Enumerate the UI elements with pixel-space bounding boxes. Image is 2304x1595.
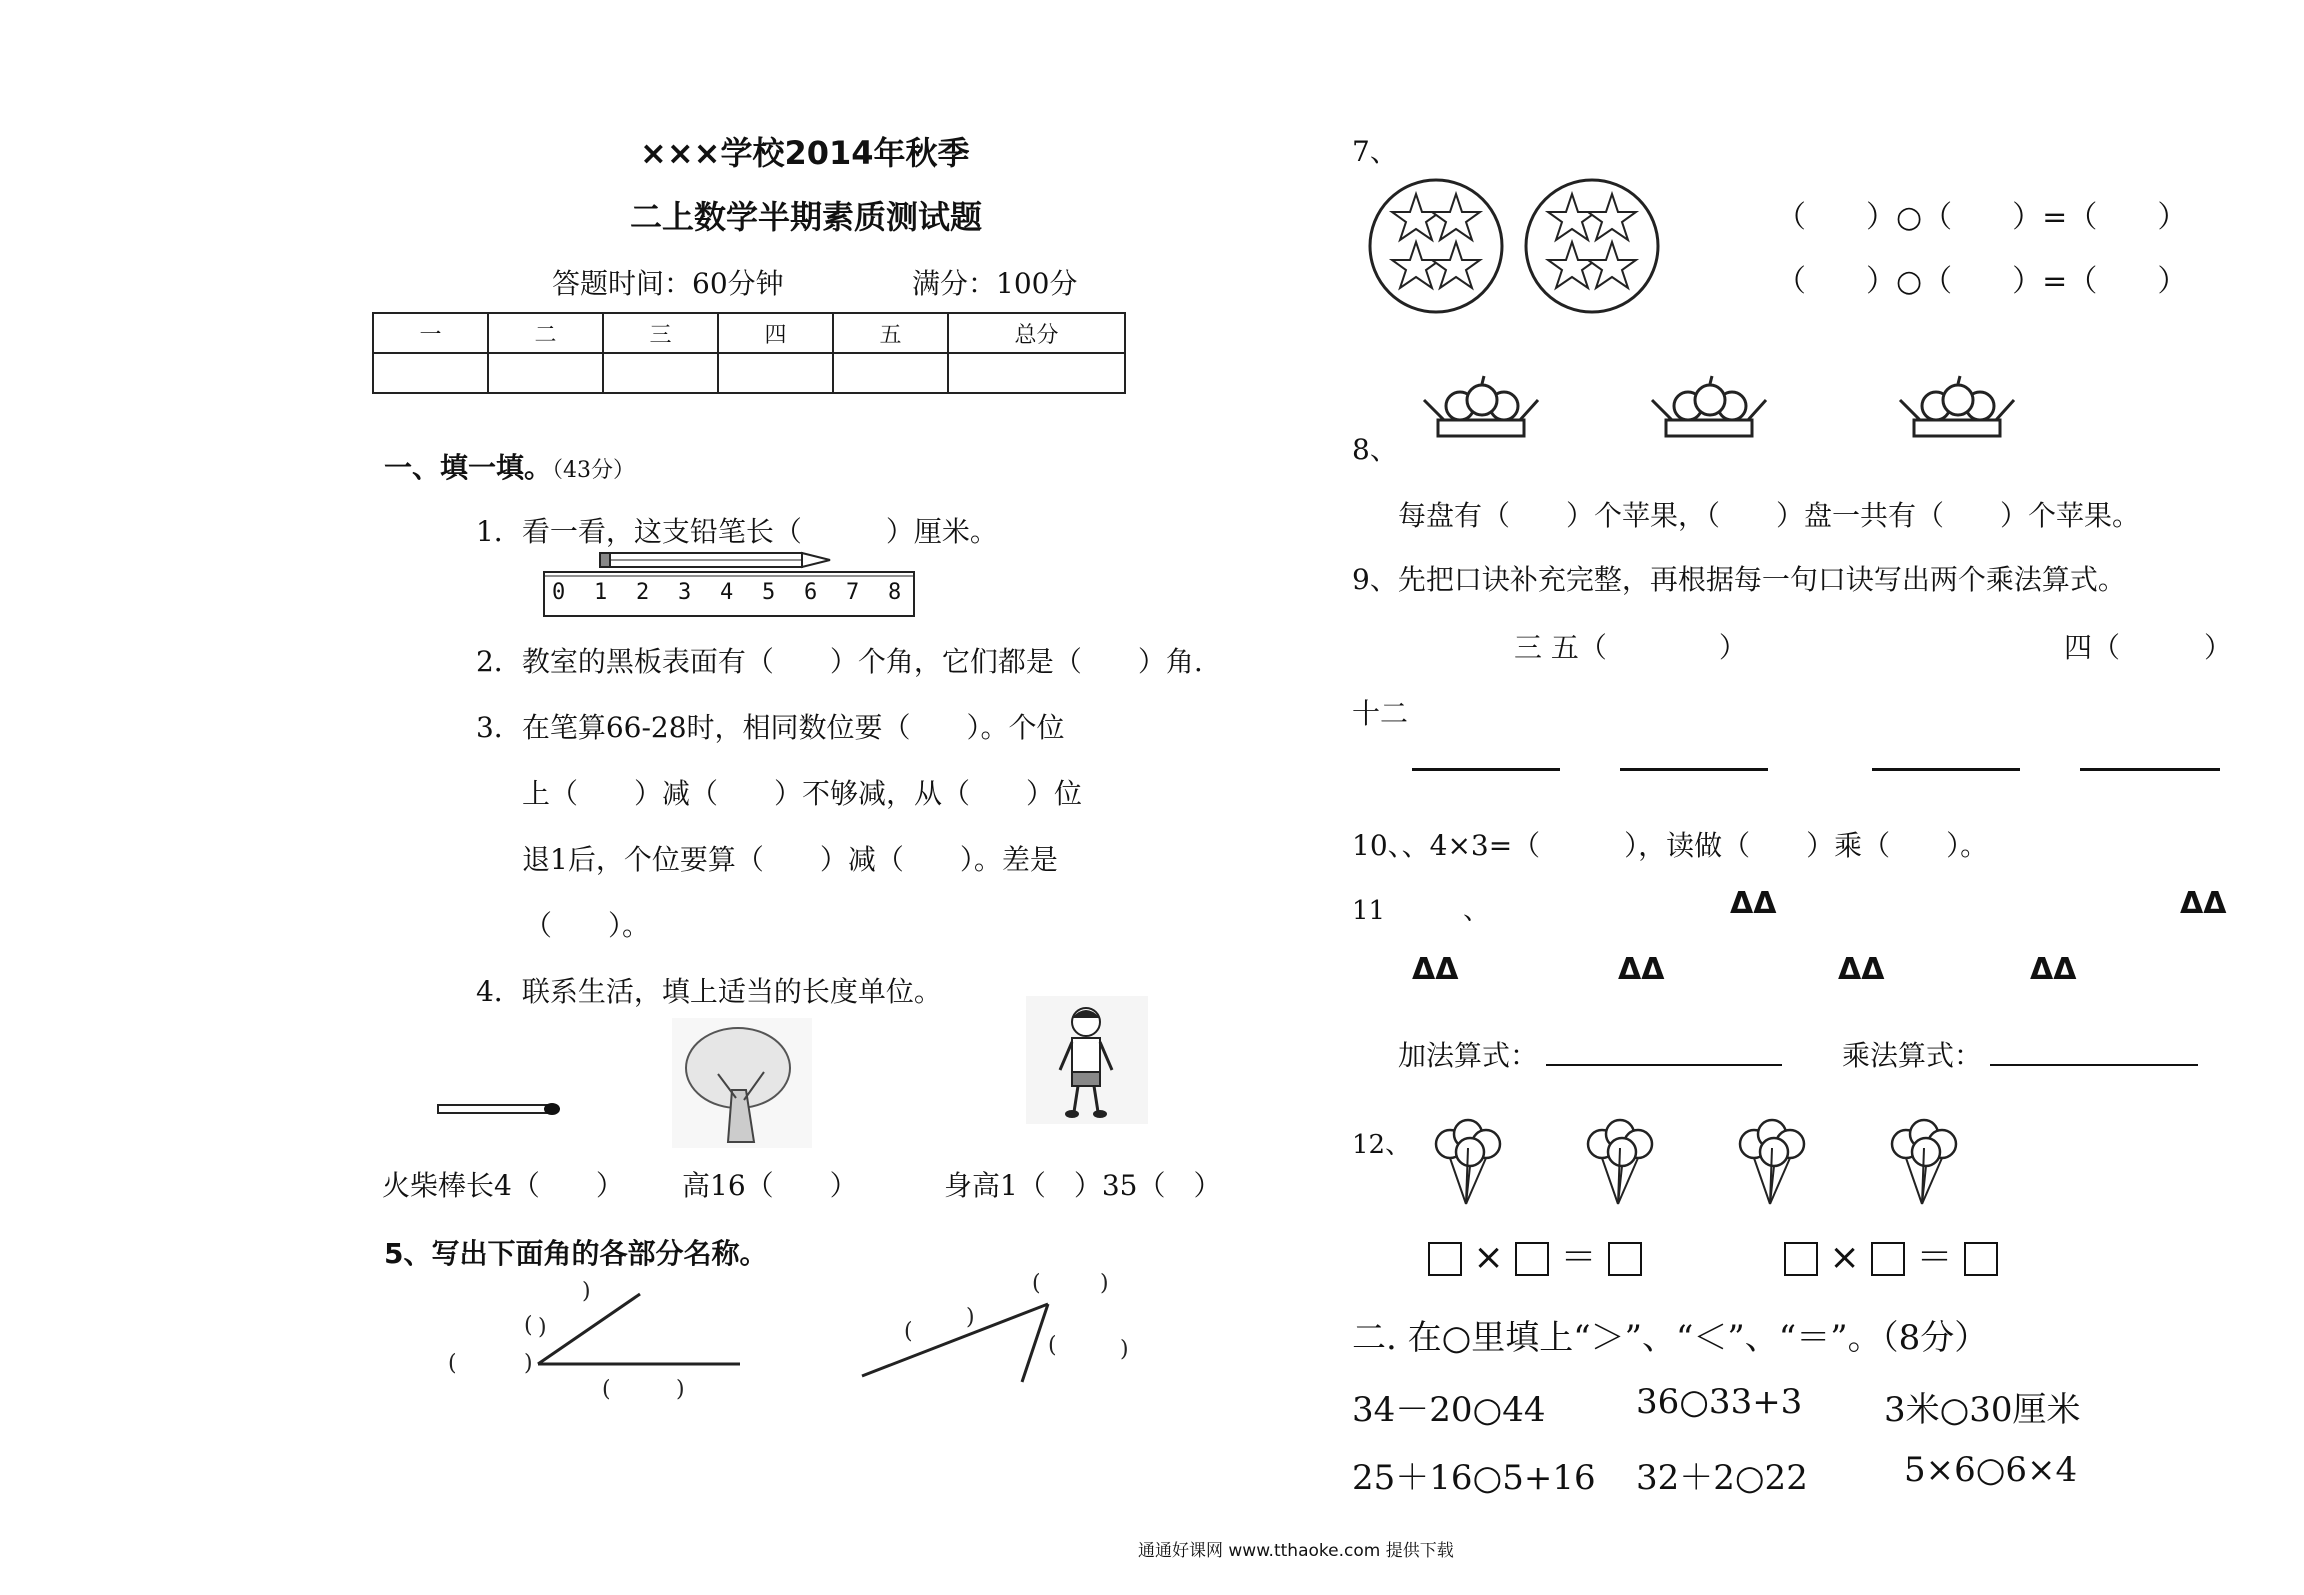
answer-line[interactable] <box>1872 768 2020 771</box>
answer-line[interactable] <box>2080 768 2220 771</box>
compare-r2c1: 25＋16○5+16 <box>1352 1458 1596 1498</box>
angle-diagram-2 <box>852 1264 1152 1394</box>
matchstick-icon <box>436 1100 562 1118</box>
question-3-line4: （ ）。 <box>524 909 651 942</box>
svg-text:): ) <box>1120 1337 1129 1362</box>
score-cell[interactable] <box>833 353 948 393</box>
score-table-header-row <box>373 313 1125 353</box>
question-3-line3: 退1后，个位要算（ ）减（ ）。差是 <box>522 843 1058 876</box>
ruler-number: 0 <box>552 580 566 605</box>
compare-r1c3: 3米○30厘米 <box>1884 1390 2081 1430</box>
triangle-pair: ΔΔ <box>1412 952 1459 987</box>
answer-box[interactable] <box>1428 1242 1462 1276</box>
balloon-bunch-2 <box>1578 1114 1662 1208</box>
question-9-a: 三 五（ ） <box>1514 631 1747 664</box>
section1-heading <box>384 446 635 486</box>
score-col-total: 总分 <box>948 313 1125 353</box>
compare-r2c2: 32＋2○22 <box>1636 1458 1808 1498</box>
question-9: 9、先把口诀补充完整，再根据每一句口诀写出两个乘法算式。 <box>1352 563 2126 596</box>
ruler-number: 5 <box>762 580 776 605</box>
answer-box[interactable] <box>1784 1242 1818 1276</box>
question-8-text: 每盘有（ ）个苹果，（ ）盘一共有（ ）个苹果。 <box>1398 499 2141 532</box>
ruler-number: 6 <box>804 580 818 605</box>
triangle-pair: ΔΔ <box>2030 952 2077 987</box>
balloon-bunch-4 <box>1882 1114 1966 1208</box>
page-subtitle: 二上数学半期素质测试题 <box>630 198 983 236</box>
boy-icon <box>1026 996 1148 1124</box>
tree-icon <box>672 1018 812 1148</box>
score-cell[interactable] <box>948 353 1125 393</box>
question-4: 4．联系生活，填上适当的长度单位。 <box>476 975 942 1008</box>
svg-text:(: ( <box>602 1377 611 1402</box>
triangle-pair: ΔΔ <box>1730 886 1777 921</box>
equation-boxes-1 <box>1428 1237 1642 1278</box>
question-3-line2: 上（ ）减（ ）不够减，从（ ）位 <box>522 777 1083 810</box>
times-sign: × <box>1829 1237 1860 1278</box>
compare-r1c1: 34－20○44 <box>1352 1390 1546 1430</box>
answer-line[interactable] <box>1620 768 1768 771</box>
answer-box[interactable] <box>1608 1242 1642 1276</box>
ruler-number: 4 <box>720 580 734 605</box>
star-circle-1 <box>1366 176 1506 316</box>
pencil-icon <box>600 553 830 567</box>
ruler-number: 7 <box>846 580 860 605</box>
score-cell[interactable] <box>603 353 718 393</box>
triangle-pair: ΔΔ <box>2180 886 2227 921</box>
svg-text:): ) <box>1100 1271 1109 1296</box>
svg-text:): ) <box>538 1315 547 1340</box>
equation-boxes-2 <box>1784 1237 1998 1278</box>
question-10: 10、、4×3=（ ），读做（ ）乘（ ）。 <box>1352 829 1989 862</box>
section1-title: 一、填一填。 <box>384 451 553 484</box>
score-col-1: 一 <box>373 313 488 353</box>
score-cell[interactable] <box>718 353 833 393</box>
triangle-pair: ΔΔ <box>1838 952 1885 987</box>
section2-title: 二. 在○里填上“＞”、“＜”、“＝”。（8分） <box>1352 1318 1989 1358</box>
question-4-tree: 高16（ ） <box>682 1169 858 1202</box>
full-score: 满分：100分 <box>912 267 1078 300</box>
question-7: 7、 <box>1352 135 1398 168</box>
question-9-b: 四（ ） <box>2064 631 2233 664</box>
answer-box[interactable] <box>1515 1242 1549 1276</box>
section1-points: （43分） <box>552 458 636 483</box>
compare-r2c3: 5×6○6×4 <box>1904 1450 2078 1490</box>
ruler-number: 3 <box>678 580 692 605</box>
answer-box[interactable] <box>1964 1242 1998 1276</box>
angle-diagram-1 <box>430 1276 760 1402</box>
page-title: ×××学校2014年秋季 <box>640 134 970 172</box>
ruler-number: 8 <box>888 580 902 605</box>
svg-text:(: ( <box>448 1351 457 1376</box>
svg-text:): ) <box>676 1377 685 1402</box>
balloon-bunch-1 <box>1426 1114 1510 1208</box>
svg-text:): ) <box>524 1351 533 1376</box>
question-7-equation-2: （ ）○（ ）=（ ） <box>1776 264 2188 299</box>
svg-text:(: ( <box>524 1313 533 1338</box>
score-table <box>372 312 1126 394</box>
score-table-entry-row <box>373 353 1125 393</box>
score-col-2: 二 <box>488 313 603 353</box>
addition-answer-line[interactable] <box>1546 1064 1782 1066</box>
score-cell[interactable] <box>373 353 488 393</box>
exam-time: 答题时间：60分钟 <box>552 267 784 300</box>
balloon-bunch-3 <box>1730 1114 1814 1208</box>
question-5: 5、写出下面角的各部分名称。 <box>384 1237 768 1270</box>
score-col-4: 四 <box>718 313 833 353</box>
triangle-pair: ΔΔ <box>1618 952 1665 987</box>
star-circle-2 <box>1522 176 1662 316</box>
multiplication-answer-line[interactable] <box>1990 1064 2198 1066</box>
question-12: 12、 <box>1352 1130 1412 1160</box>
question-4-match: 火柴棒长4（ ） <box>382 1169 624 1202</box>
answer-box[interactable] <box>1871 1242 1905 1276</box>
question-8: 8、 <box>1352 433 1398 466</box>
question-4-boy: 身高1（ ）35（ ） <box>944 1169 1222 1202</box>
question-1: 1．看一看，这支铅笔长（ ）厘米。 <box>476 515 998 548</box>
question-11: 11 、 <box>1352 896 1490 926</box>
question-7-equation-1: （ ）○（ ）=（ ） <box>1776 200 2188 235</box>
svg-text:(: ( <box>1048 1333 1057 1358</box>
question-11-addition-label: 加法算式： <box>1398 1039 1539 1072</box>
answer-line[interactable] <box>1412 768 1560 771</box>
equals-sign: ＝ <box>1560 1237 1597 1278</box>
score-cell[interactable] <box>488 353 603 393</box>
score-col-5: 五 <box>833 313 948 353</box>
compare-r1c2: 36○33+3 <box>1636 1382 1803 1422</box>
times-sign: × <box>1473 1237 1504 1278</box>
ruler-number: 1 <box>594 580 608 605</box>
question-11-multiplication-label: 乘法算式： <box>1842 1039 1983 1072</box>
apple-plate-1 <box>1420 366 1542 446</box>
svg-text:(: ( <box>1032 1271 1041 1296</box>
apple-plate-2 <box>1648 366 1770 446</box>
svg-text:): ) <box>582 1279 591 1304</box>
svg-text:(: ( <box>904 1319 913 1344</box>
question-2: 2．教室的黑板表面有（ ）个角，它们都是（ ）角. <box>476 645 1203 678</box>
svg-text:): ) <box>966 1305 975 1330</box>
ruler-number: 2 <box>636 580 650 605</box>
footer-credit: 通通好课网 www.tthaoke.com 提供下载 <box>1138 1541 1454 1561</box>
question-9-c: 十二 <box>1352 697 1409 730</box>
score-col-3: 三 <box>603 313 718 353</box>
question-3-line1: 3．在笔算66-28时，相同数位要（ ）。个位 <box>476 711 1065 744</box>
apple-plate-3 <box>1896 366 2018 446</box>
equals-sign: ＝ <box>1916 1237 1953 1278</box>
